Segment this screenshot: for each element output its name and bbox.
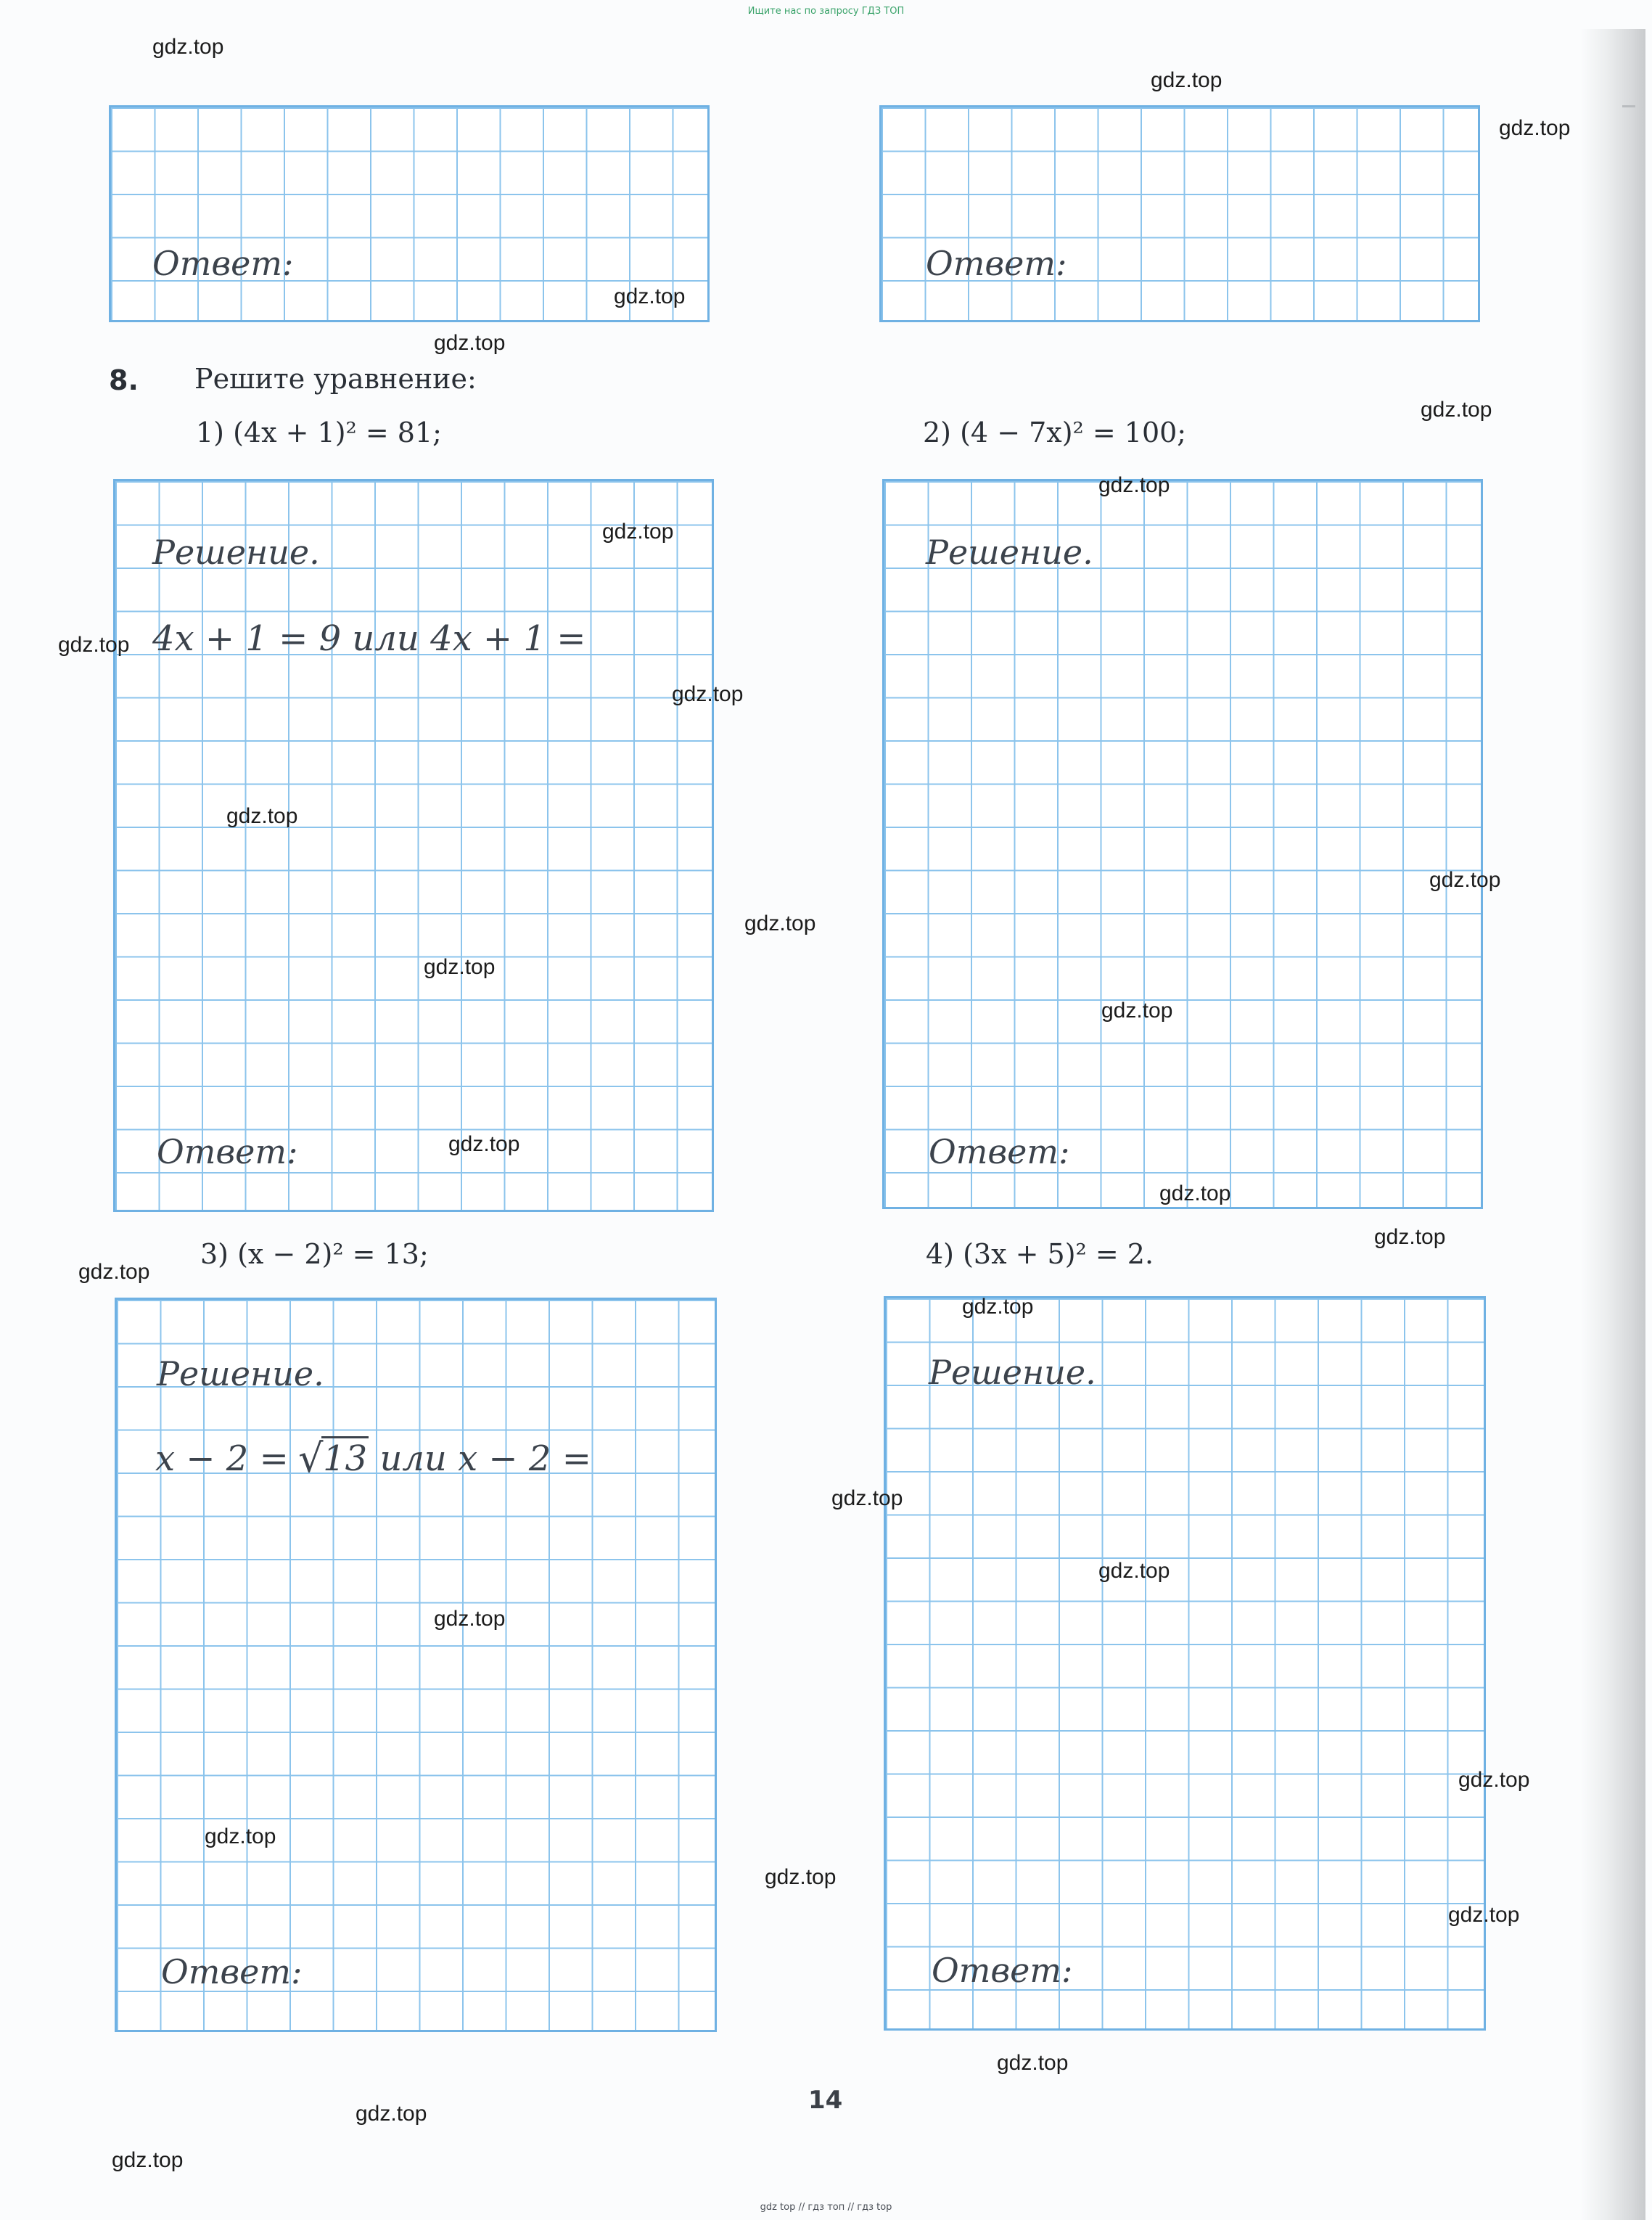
task-instruction: Решите уравнение: [194,363,477,395]
handwritten-line-eq-3 [155,1438,591,1479]
grid-top-right [879,105,1480,322]
equation-1-expr: (4x + 1)² = 81; [233,417,442,448]
equation-3-expr: (x − 2)² = 13; [237,1238,429,1270]
grid-eq-1 [113,479,714,1212]
task-number: 8. [109,364,139,396]
watermark: gdz.top [226,804,298,828]
handwritten-line-eq-1: 4x + 1 = 9 или 4x + 1 = [152,618,586,659]
watermark: gdz.top [1374,1225,1446,1249]
equation-3 [200,1238,429,1270]
watermark: gdz.top [831,1486,903,1510]
grid-eq-4 [884,1296,1486,2031]
solution-label-4: Решение. [929,1353,1096,1392]
header-note: Ищите нас по запросу ГДЗ ТОП [747,6,905,17]
solution-label-2: Решение. [926,533,1093,572]
watermark: gdz.top [434,331,506,355]
answer-label-eq-1: Ответ: [157,1132,298,1171]
watermark: gdz.top [448,1132,520,1156]
watermark: gdz.top [152,35,224,59]
watermark: gdz.top [434,1607,506,1631]
watermark: gdz.top [1101,999,1173,1023]
page-number: 14 [808,2086,843,2115]
watermark: gdz.top [1458,1768,1530,1792]
grid-eq-2 [882,479,1483,1209]
watermark: gdz.top [1499,116,1571,140]
watermark: gdz.top [602,520,674,544]
answer-label-top-right: Ответ: [926,244,1067,283]
watermark: gdz.top [1151,68,1222,92]
watermark: gdz.top [1098,473,1170,497]
watermark: gdz.top [356,2102,427,2126]
watermark: gdz.top [1098,1559,1170,1583]
sqrt-symbol [300,1438,369,1479]
watermark: gdz.top [1159,1181,1231,1205]
eq-3-right: или x − 2 = [379,1438,591,1479]
watermark: gdz.top [614,284,686,308]
watermark: gdz.top [78,1260,150,1284]
watermark: gdz.top [424,955,496,979]
equation-1-label: 1) [196,417,225,448]
watermark: gdz.top [58,633,130,657]
watermark: gdz.top [765,1865,837,1889]
eq-3-left: x − 2 = [155,1438,289,1479]
watermark: gdz.top [205,1824,276,1848]
equation-3-label: 3) [200,1238,229,1270]
equation-4-expr: (3x + 5)² = 2. [963,1238,1154,1270]
watermark: gdz.top [997,2051,1069,2075]
watermark: gdz.top [1421,398,1492,422]
watermark: gdz.top [1448,1903,1520,1927]
watermark: gdz.top [962,1295,1034,1319]
equation-2-expr: (4 − 7x)² = 100; [960,417,1187,448]
sqrt-radicand: 13 [321,1436,369,1479]
equation-2 [923,417,1186,448]
solution-label-1: Решение. [152,533,320,572]
watermark: gdz.top [744,912,816,935]
watermark: gdz.top [112,2148,184,2172]
answer-label-eq-3: Ответ: [161,1952,303,1991]
footer-note: gdz top // гдз топ // гдз top [760,2202,892,2213]
grid-eq-3 [115,1298,717,2032]
equation-4-label: 4) [926,1238,955,1270]
answer-label-eq-4: Ответ: [932,1951,1073,1990]
page-edge-mark [1622,105,1635,107]
equation-1 [196,417,442,448]
answer-label-top-left: Ответ: [152,244,294,283]
watermark: gdz.top [672,682,744,706]
answer-label-eq-2: Ответ: [929,1132,1070,1171]
equation-4 [926,1238,1154,1270]
solution-label-3: Решение. [157,1354,324,1393]
watermark: gdz.top [1429,868,1501,892]
page-edge-shadow [1580,29,1645,2220]
equation-2-label: 2) [923,417,952,448]
